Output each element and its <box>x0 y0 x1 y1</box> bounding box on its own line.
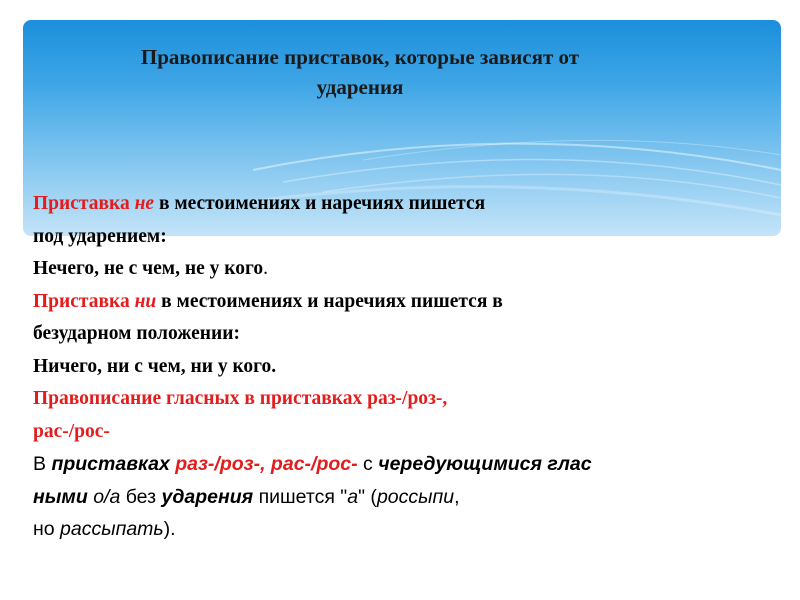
rule-raz-text: ). <box>163 518 176 540</box>
rule-raz-line-3 <box>33 513 733 546</box>
rule-ne-prefix: Приставка <box>33 193 135 214</box>
rule-raz-text: без <box>120 485 162 508</box>
rule-raz-text: о/а <box>87 485 121 508</box>
section-heading-line-1: Правописание гласных в приставках раз-/роз-, <box>33 388 448 409</box>
example-ne <box>33 253 733 286</box>
rule-raz-prefixes: раз-/роз-, рас-/рос- <box>169 453 358 475</box>
slide-body <box>33 188 733 546</box>
rule-raz-text: , <box>454 485 460 508</box>
rule-raz-example: россыпи <box>376 485 455 508</box>
rule-raz-example: рассыпать <box>60 518 164 540</box>
rule-ni-rest: в местоимениях и наречиях пишется в <box>156 290 503 312</box>
rule-ne-line-2: под ударением: <box>33 225 167 247</box>
example-ne-text: Нечего, не с чем, не у кого <box>33 258 264 279</box>
rule-raz-text: а <box>347 485 359 508</box>
rule-ni-word: ни <box>134 290 157 312</box>
rule-ni-line-2: безударном положении: <box>33 323 240 344</box>
rule-raz-text: но <box>33 518 61 540</box>
rule-raz-text: пишется " <box>253 485 348 508</box>
example-ne-dot: . <box>263 258 268 279</box>
rule-raz-text: " ( <box>358 485 377 508</box>
slide-title <box>60 42 660 102</box>
rule-raz-text: В <box>33 453 52 475</box>
rule-ne-rest: в местоимениях и наречиях пишется <box>154 193 486 214</box>
section-heading-line-2: рас-/рос- <box>33 420 110 442</box>
rule-ne-word: не <box>134 193 155 214</box>
rule-ni-prefix: Приставка <box>33 290 135 312</box>
rule-raz-text: с <box>357 453 379 475</box>
rule-raz-text: ными <box>33 485 88 508</box>
rule-raz-text: ударения <box>161 485 254 508</box>
rule-raz-line-2 <box>33 481 733 514</box>
rule-raz-line-1 <box>33 448 733 481</box>
example-ni: Ничего, ни с чем, ни у кого. <box>33 355 277 377</box>
rule-raz-text: чередующимися глас <box>378 453 592 475</box>
rule-ne-line-1 <box>33 188 733 221</box>
rule-raz-text: приставках <box>51 453 170 475</box>
rule-ni-line-1 <box>33 286 733 319</box>
title-line-1: Правописание приставок, которые зависят от <box>140 45 580 69</box>
title-line-2: ударения <box>316 75 404 99</box>
